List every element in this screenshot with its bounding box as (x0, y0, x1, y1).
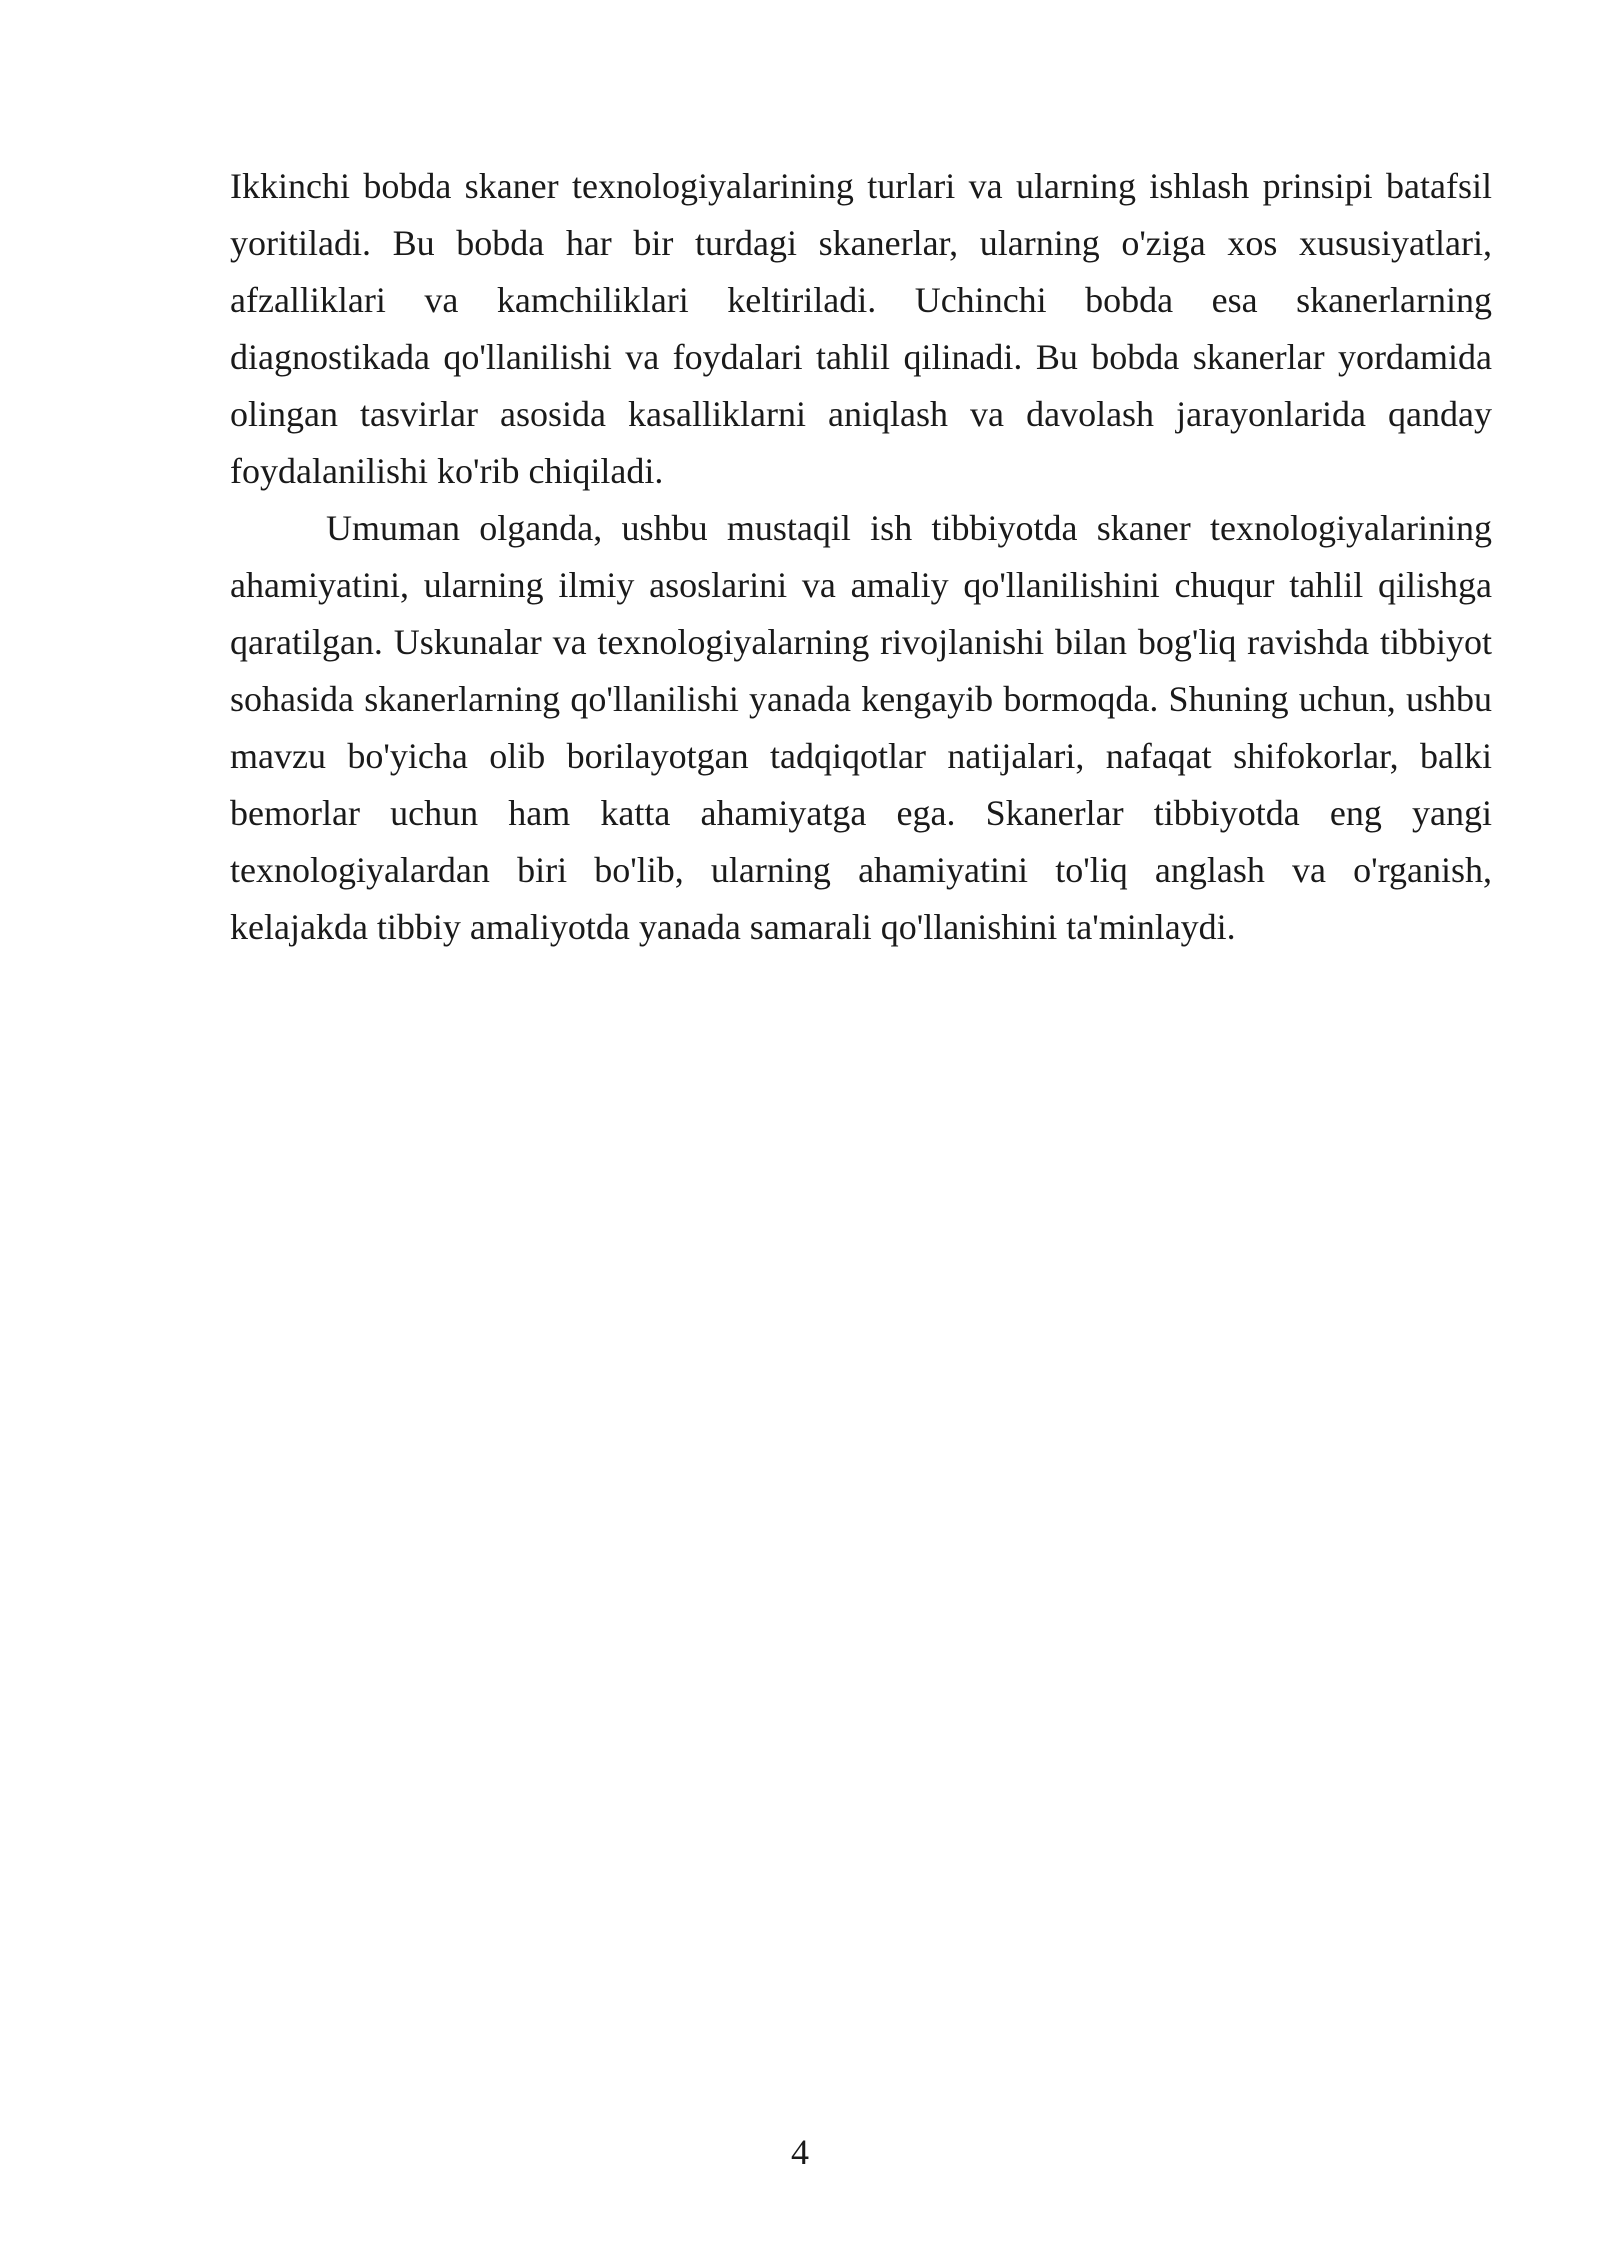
body-text (230, 158, 1492, 956)
paragraph-1: Ikkinchi bobda skaner texnologiyalarining turlari va ularning ishlash prinsipi batafsil yoritiladi. Bu bobda har bir turdagi skanerlar, ularning o'ziga xos xususiyatlari, afzalliklari va kamchiliklari keltiriladi. Uchinchi bobda esa skanerlarning diagnostikada qo'llanilishi va foydalari tahlil qilinadi. Bu bobda skanerlar yordamida olingan tasvirlar asosida kasalliklarni aniqlash va davolash jarayonlarida qanday foydalanilishi ko'rib chiqiladi. (230, 166, 1492, 491)
paragraph-2: Umuman olganda, ushbu mustaqil ish tibbiyotda skaner texnologiyalarining ahamiyatini, ularning ilmiy asoslarini va amaliy qo'llanilishini chuqur tahlil qilishga qaratilgan. Uskunalar va texnologiyalarning rivojlanishi bilan bog'liq ravishda tibbiyot sohasida skanerlarning qo'llanilishi yanada kengayib bormoqda. Shuning uchun, ushbu mavzu bo'yicha olib borilayotgan tadqiqotlar natijalari, nafaqat shifokorlar, balki bemorlar uchun ham katta ahamiyatga ega. Skanerlar tibbiyotda eng yangi texnologiyalardan biri bo'lib, ularning ahamiyatini to'liq anglash va o'rganish, kelajakda tibbiy amaliyotda yanada samarali qo'llanishini ta'minlaydi. (230, 508, 1492, 947)
page-number: 4 (791, 2132, 809, 2172)
